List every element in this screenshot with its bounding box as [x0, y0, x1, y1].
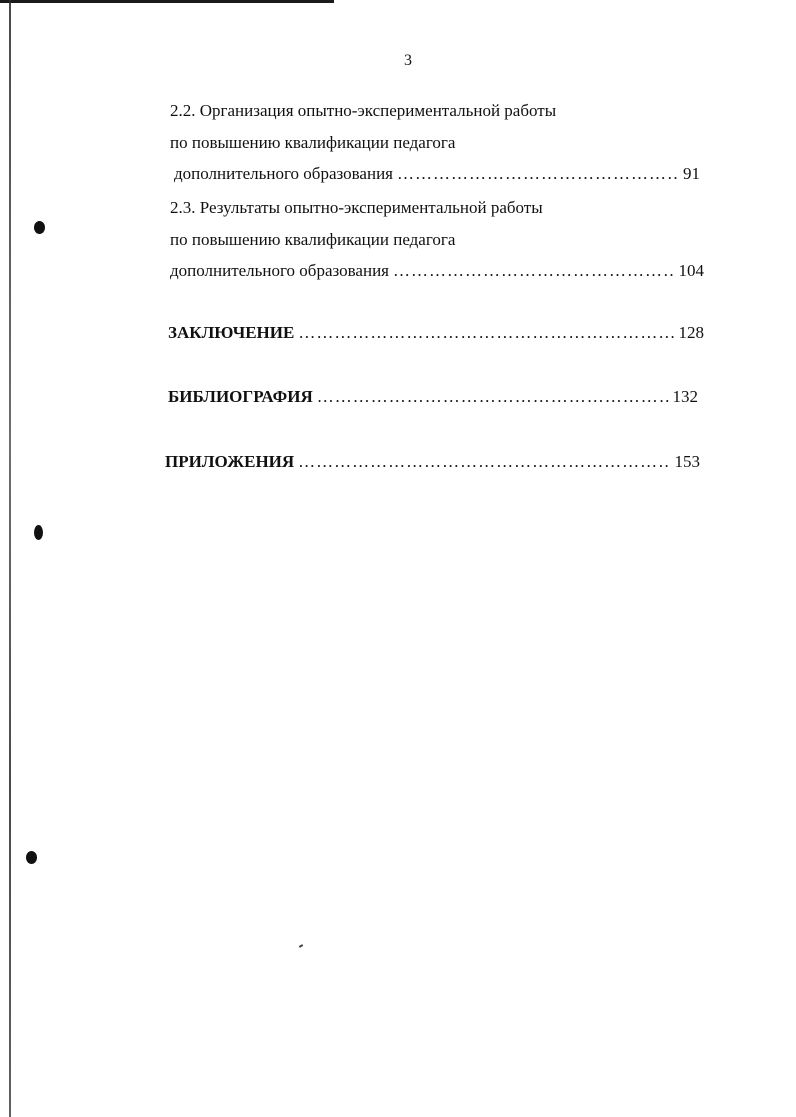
scan-edge-left [9, 0, 11, 1117]
dot-leader [317, 387, 669, 407]
toc-entry-2-3-line3 [170, 261, 704, 281]
toc-entry-conclusion-page: 128 [678, 323, 704, 342]
punch-hole-mark [34, 525, 43, 540]
punch-hole-mark [34, 221, 45, 234]
dot-leader [298, 323, 674, 343]
toc-entry-2-2-text: дополнительного образования [174, 164, 393, 183]
scan-speck [299, 944, 303, 948]
toc-entry-conclusion-title: ЗАКЛЮЧЕНИЕ [168, 323, 295, 342]
toc-entry-2-3-page: 104 [678, 261, 704, 280]
toc-entry-2-3-line2: по повышению квалификации педагога [170, 230, 456, 249]
toc-entry-appendices [165, 452, 700, 472]
dot-leader [298, 452, 670, 472]
punch-hole-mark [26, 851, 37, 864]
toc-entry-bibliography-page: 132 [672, 387, 698, 406]
toc-entry-2-2-line1: 2.2. Организация опытно-экспериментальной работы [170, 101, 557, 120]
toc-entry-appendices-title: ПРИЛОЖЕНИЯ [165, 452, 295, 471]
toc-entry-2-3-text: дополнительного образования [170, 261, 389, 280]
scan-edge-top [0, 0, 334, 3]
page-number: 3 [404, 52, 412, 69]
toc-entry-bibliography-title: БИБЛИОГРАФИЯ [168, 387, 313, 406]
toc-entry-appendices-page: 153 [674, 452, 700, 471]
toc-entry-2-2-page: 91 [683, 164, 700, 183]
toc-entry-conclusion [168, 323, 704, 343]
toc-entry-bibliography [168, 387, 698, 407]
toc-entry-2-2-line3 [174, 164, 700, 184]
dot-leader [397, 164, 679, 184]
dot-leader [393, 261, 675, 281]
toc-entry-2-2-line2: по повышению квалификации педагога [170, 133, 456, 152]
toc-entry-2-3-line1: 2.3. Результаты опытно-экспериментальной работы [170, 198, 543, 217]
